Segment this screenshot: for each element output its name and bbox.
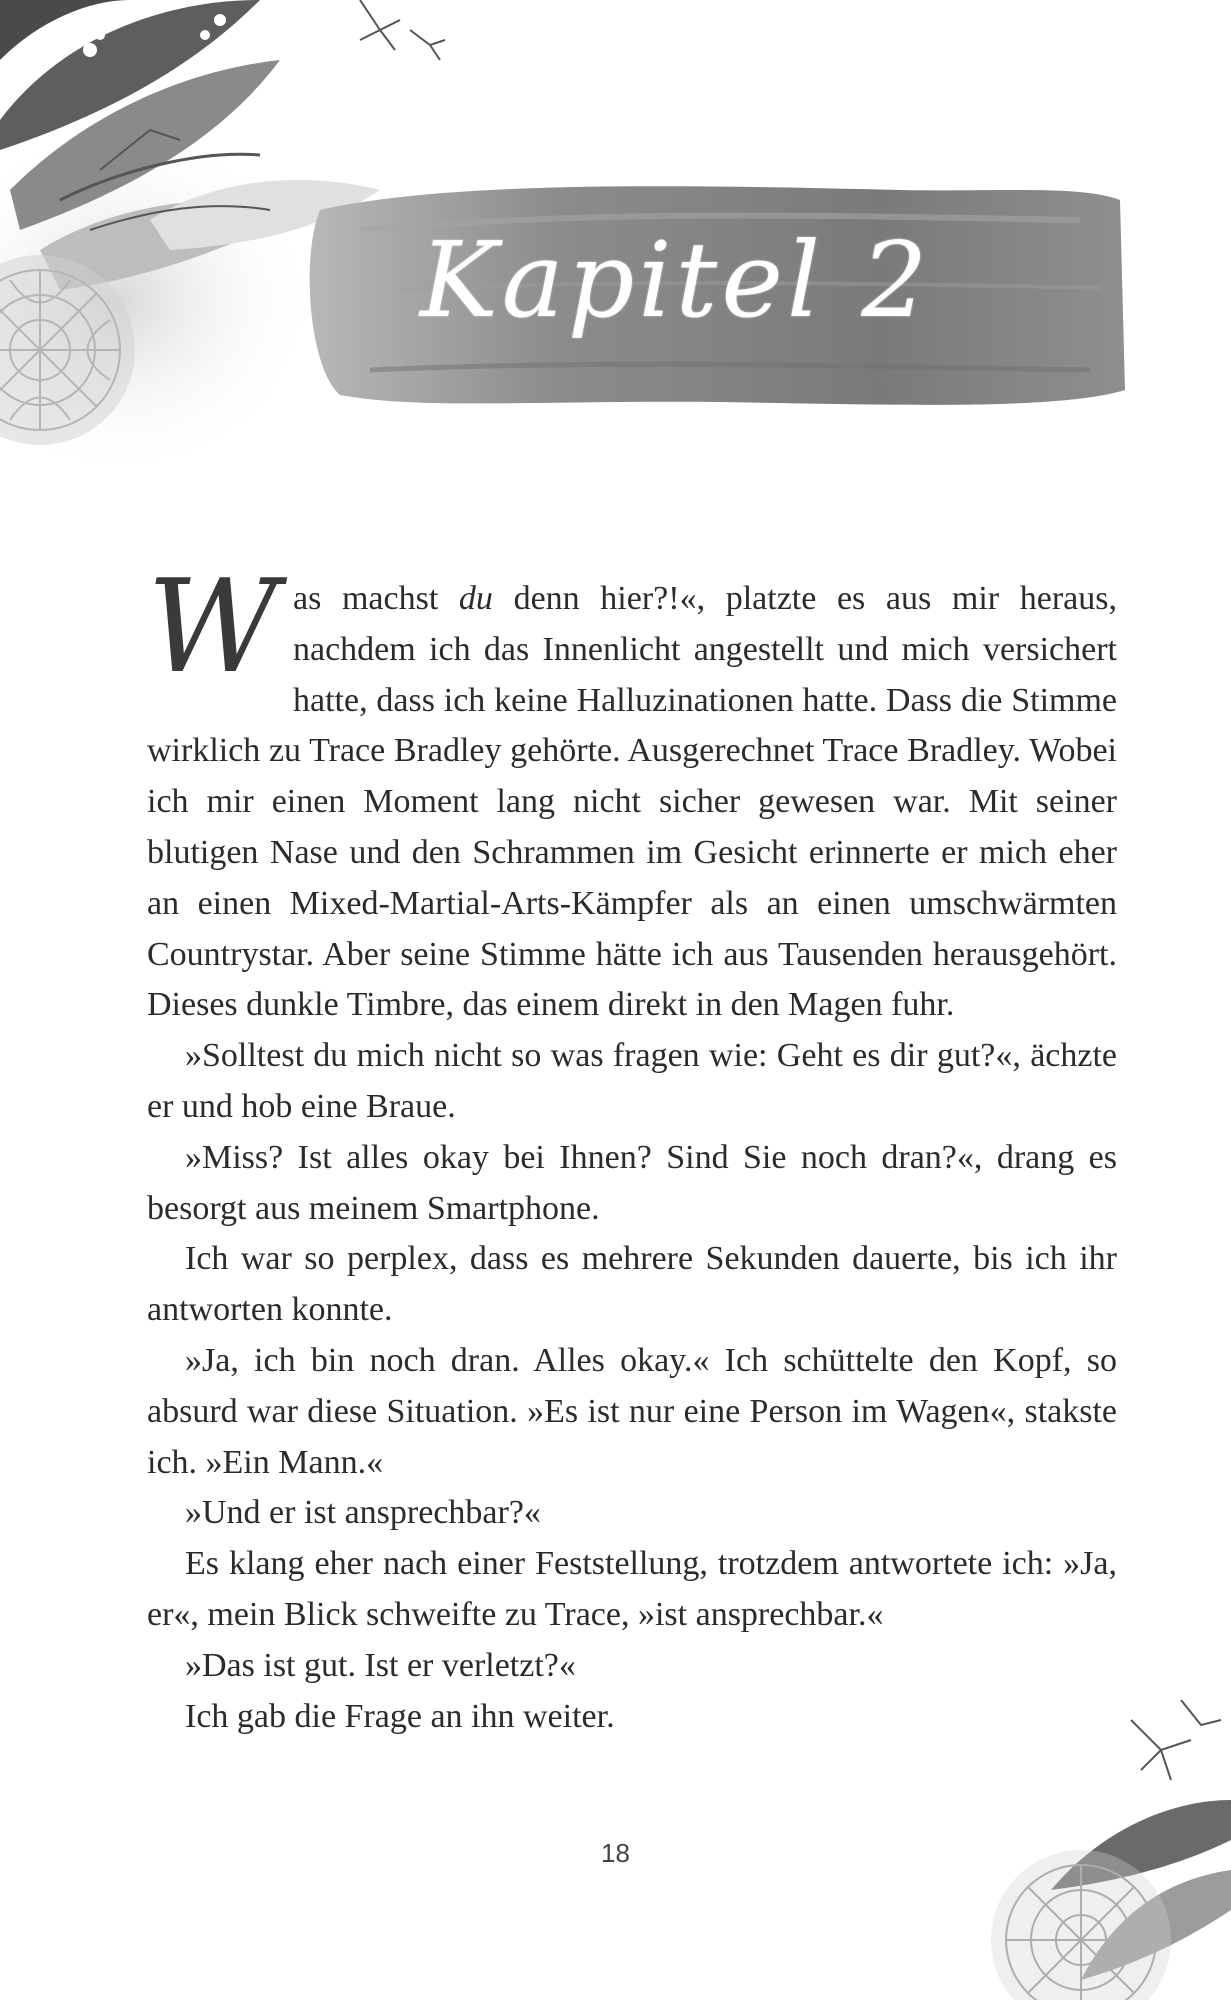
paragraph: Es klang eher nach einer Feststellung, trotzdem antwortete ich: »Ja, er«, mein Blick schweifte zu Trace, »ist ansprechbar.« — [147, 1545, 1117, 1633]
paragraph-lead: as machst — [293, 580, 459, 617]
page-number: 18 — [601, 1838, 630, 1868]
chapter-title: Kapitel 2 — [420, 219, 932, 341]
drop-cap: W — [147, 553, 271, 702]
paragraph: »Ja, ich bin noch dran. Alles okay.« Ich schüttelte den Kopf, so absurd war diese Situation. »Es ist nur eine Person im Wagen«, stakste ich. »Ein Mann.« — [147, 1341, 1117, 1481]
paragraph: Ich war so perplex, dass es mehrere Sekunden dauerte, bis ich ihr antworten konnte. — [147, 1240, 1117, 1329]
paragraph: »Miss? Ist alles okay bei Ihnen? Sind Sie noch dran?«, drang es besorgt aus meinem Smartphone. — [147, 1138, 1117, 1227]
paragraph-rest: denn hier?!«, platzte es aus mir heraus, nachdem ich das Innenlicht angestellt und mich versichert hatte, dass ich keine Halluzinationen hatte. Dass die Stimme wirklich zu Trace Bradley gehörte. Ausgerechnet Trace Bradley. Wobei ich mir einen Moment lang nicht sicher gewesen war. Mit seiner blutigen Nase und den Schrammen im Gesicht erinnerte er mich eher an einen Mixed-Martial-Arts-Kämpfer als an einen umschwärmten Countrystar. Aber seine Stimme hätte ich aus Tausenden herausgehört. Dieses dunkle Timbre, das einem direkt in den Magen fuhr. — [147, 580, 1117, 1024]
paragraph: »Und er ist ansprechbar?« — [185, 1494, 541, 1532]
chapter-text — [147, 553, 1117, 1742]
paragraph — [147, 553, 1117, 1031]
paragraph: »Das ist gut. Ist er verletzt?« — [185, 1646, 576, 1684]
paragraph-emphasis: du — [458, 580, 493, 617]
paragraph: Ich gab die Frage an ihn weiter. — [185, 1697, 615, 1735]
paragraph: »Solltest du mich nicht so was fragen wie: Geht es dir gut?«, ächzte er und hob eine Braue. — [147, 1037, 1117, 1125]
